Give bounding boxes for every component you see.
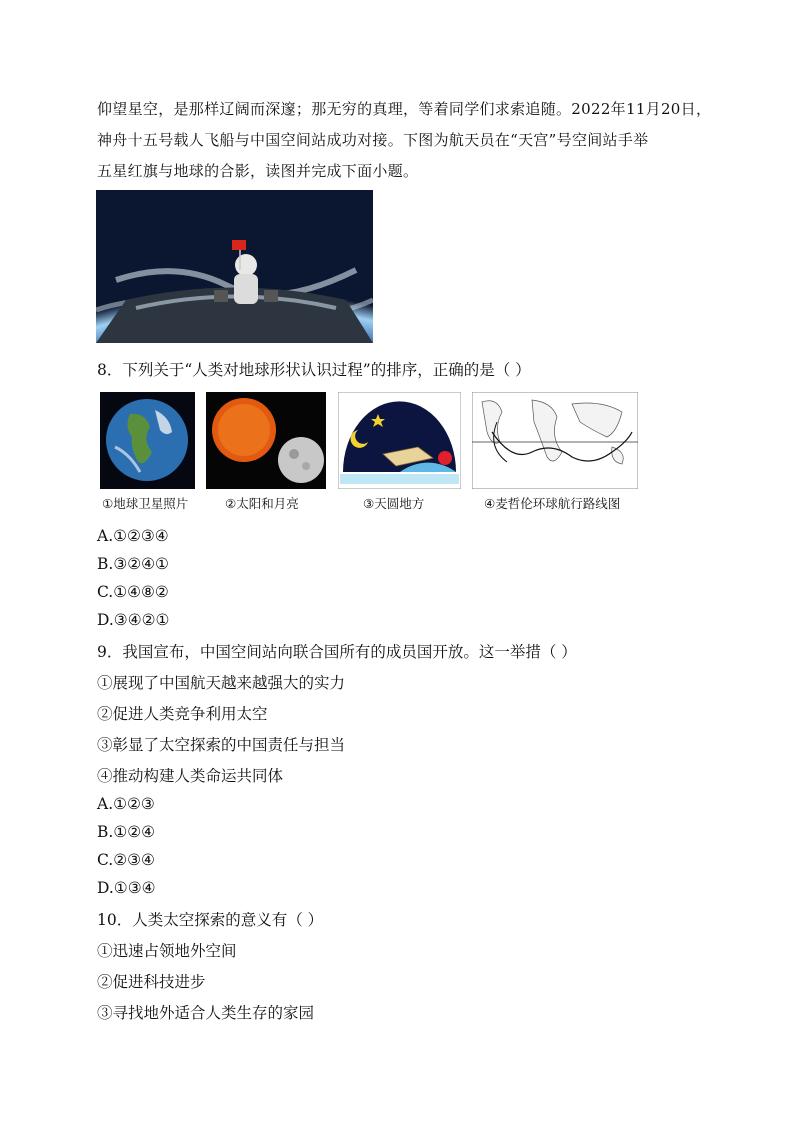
q10-statement-2: ②促进科技进步 <box>97 973 206 991</box>
q9-option-a[interactable]: A.①②③ <box>97 795 155 813</box>
caption-2: ②太阳和月亮 <box>225 496 299 511</box>
q8-option-d[interactable]: D.③④②① <box>97 611 170 629</box>
q9-statement-2: ②促进人类竞争利用太空 <box>97 705 268 723</box>
magellan-route-map-thumbnail <box>472 392 638 489</box>
intro-line-2: 神舟十五号载人飞船与中国空间站成功对接。下图为航天员在“天宫”号空间站手举 <box>97 131 649 149</box>
q8-stem: 8．下列关于“人类对地球形状认识过程”的排序，正确的是（ ） <box>97 361 531 379</box>
q10-statement-1: ①迅速占领地外空间 <box>97 942 237 960</box>
q8-option-c[interactable]: C.①④⑧② <box>97 583 169 601</box>
earth-satellite-thumbnail <box>100 392 195 489</box>
q9-option-d[interactable]: D.①③④ <box>97 879 156 897</box>
round-sky-square-earth-thumbnail <box>338 392 461 489</box>
intro-line-1: 仰望星空，是那样辽阔而深邃；那无穷的真理，等着同学们求索追随。2022年11月20日， <box>97 100 712 118</box>
caption-1: ①地球卫星照片 <box>102 496 189 511</box>
q10-statement-3: ③寻找地外适合人类生存的家园 <box>97 1004 315 1022</box>
q9-stem: 9．我国宣布，中国空间站向联合国所有的成员国开放。这一举措（ ） <box>97 643 577 661</box>
q8-option-a[interactable]: A.①②③④ <box>97 527 169 545</box>
astronaut-flag-photo <box>96 190 373 343</box>
q9-statement-1: ①展现了中国航天越来越强大的实力 <box>97 674 346 692</box>
caption-4: ④麦哲伦环球航行路线图 <box>484 496 621 511</box>
q9-option-c[interactable]: C.②③④ <box>97 851 155 869</box>
caption-3: ③天圆地方 <box>363 496 425 511</box>
q9-statement-3: ③彰显了太空探索的中国责任与担当 <box>97 736 346 754</box>
intro-line-3: 五星红旗与地球的合影，读图并完成下面小题。 <box>97 162 419 180</box>
q9-statement-4: ④推动构建人类命运共同体 <box>97 767 284 785</box>
q9-option-b[interactable]: B.①②④ <box>97 823 156 841</box>
sun-moon-thumbnail <box>206 392 326 489</box>
q10-stem: 10．人类太空探索的意义有（ ） <box>97 911 324 929</box>
q8-option-b[interactable]: B.③②④① <box>97 555 169 573</box>
